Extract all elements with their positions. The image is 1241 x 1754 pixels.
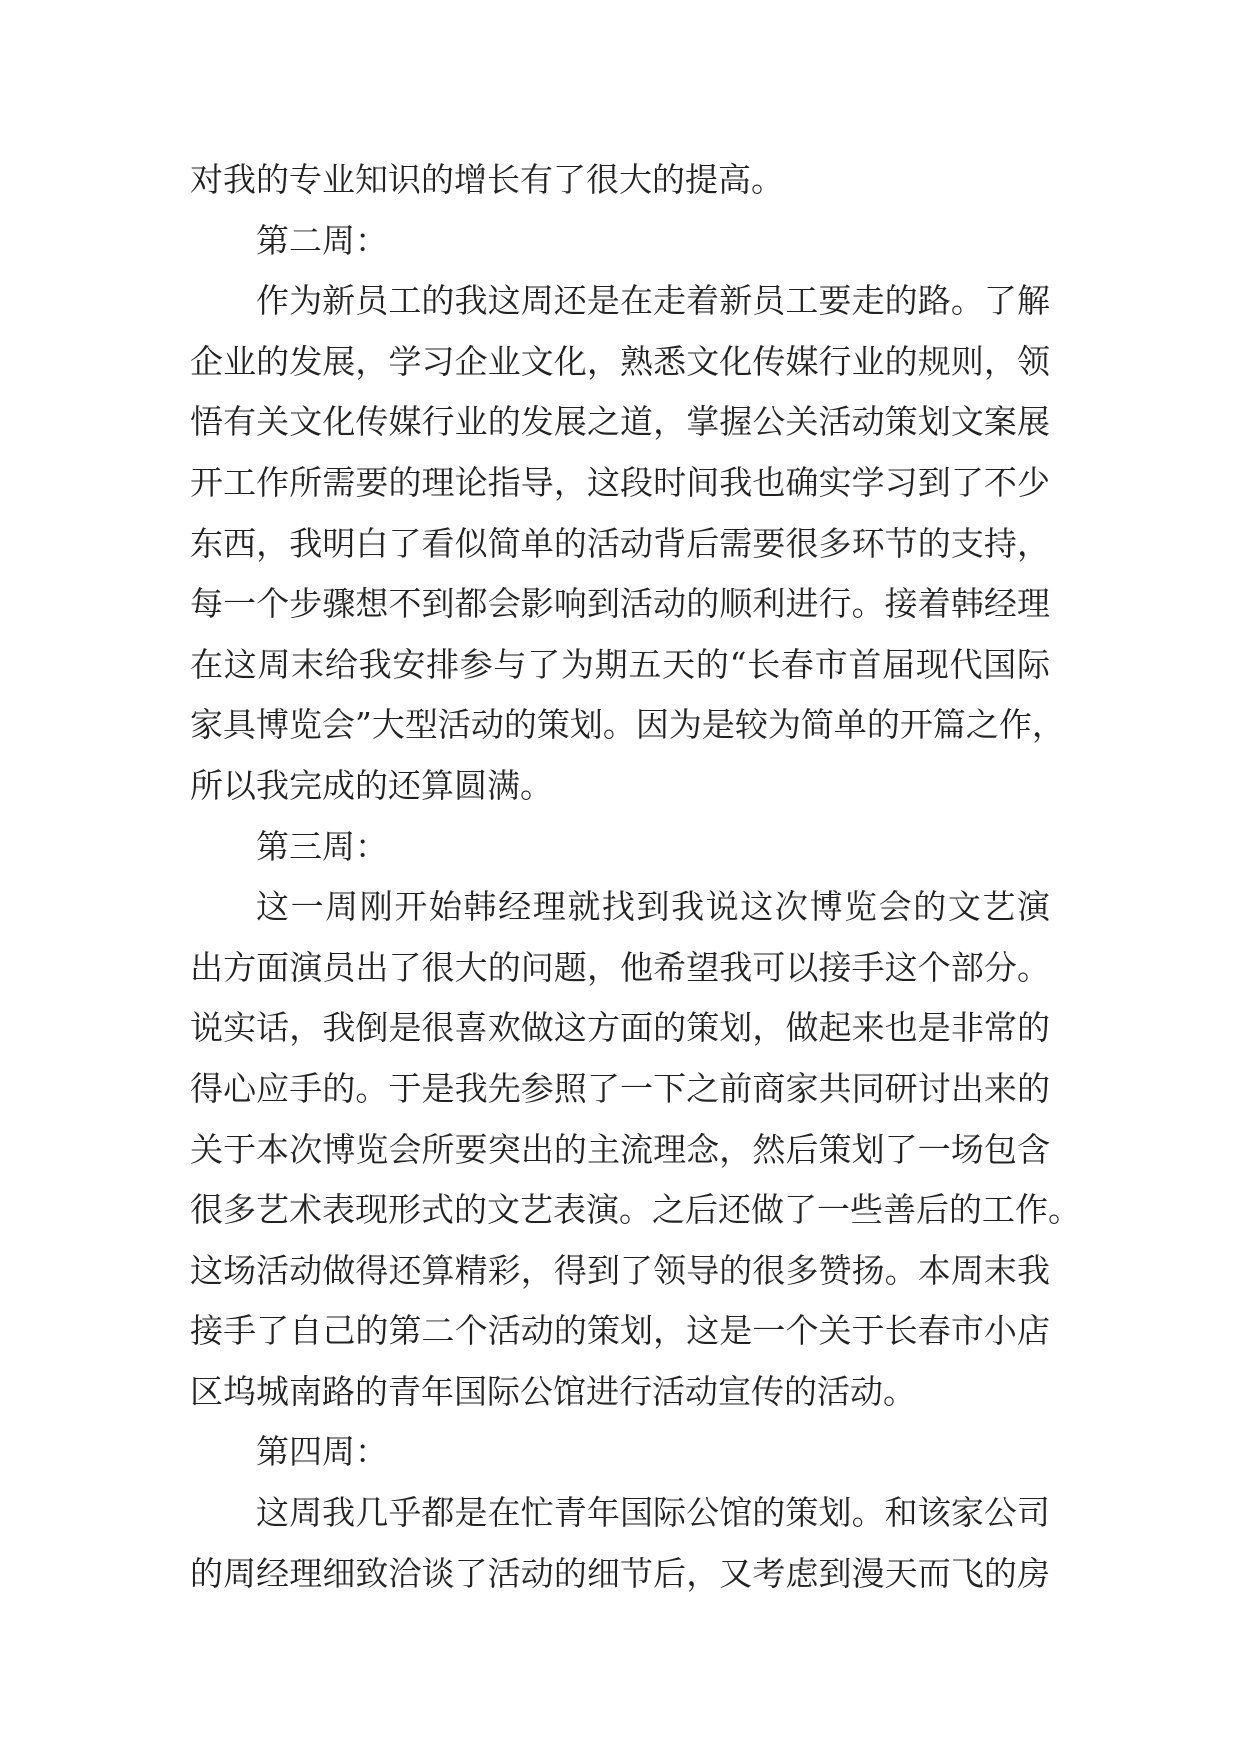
section-heading-week-3: 第三周： [256,826,388,866]
text-line: 区坞城南路的青年国际公馆进行活动宣传的活动。 [190,1371,916,1411]
text-line: 关于本次博览会所要突出的主流理念，然后策划了一场包含 [190,1129,1050,1169]
text-line: 出方面演员出了很大的问题，他希望我可以接手这个部分。 [190,947,1050,987]
text-line: 的周经理细致洽谈了活动的细节后，又考虑到漫天而飞的房 [190,1553,1050,1593]
text-line: 接手了自己的第二个活动的策划，这是一个关于长春市小店 [190,1311,1050,1351]
text-line: 开工作所需要的理论指导，这段时间我也确实学习到了不少 [190,462,1050,502]
text-line: 得心应手的。于是我先参照了一下之前商家共同研讨出来的 [190,1068,1050,1108]
text-line: 企业的发展，学习企业文化，熟悉文化传媒行业的规则，领 [190,341,1050,381]
text-line: 很多艺术表现形式的文艺表演。之后还做了一些善后的工作。 [190,1190,1081,1230]
text-line: 对我的专业知识的增长有了很大的提高。 [190,160,784,199]
body-text [190,150,1081,1604]
text-line: 所以我完成的还算圆满。 [190,765,553,805]
text-line: 每一个步骤想不到都会影响到活动的顺利进行。接着韩经理 [190,584,1050,624]
text-line: 这周我几乎都是在忙青年国际公馆的策划。和该家公司 [256,1493,1050,1533]
text-line: 家具博览会”大型活动的策划。因为是较为简单的开篇之作， [190,705,1065,745]
text-line: 说实话，我倒是很喜欢做这方面的策划，做起来也是非常的 [190,1008,1050,1048]
section-heading-week-2: 第二周： [256,220,388,260]
text-line: 悟有关文化传媒行业的发展之道，掌握公关活动策划文案展 [190,402,1050,442]
section-heading-week-4: 第四周： [256,1432,388,1472]
text-line: 这场活动做得还算精彩，得到了领导的很多赞扬。本周末我 [190,1250,1050,1290]
text-line: 这一周刚开始韩经理就找到我说这次博览会的文艺演 [256,887,1050,927]
text-line: 在这周末给我安排参与了为期五天的“长春市首届现代国际 [190,644,1050,684]
text-line: 东西，我明白了看似简单的活动背后需要很多环节的支持， [190,523,1050,563]
text-line: 作为新员工的我这周还是在走着新员工要走的路。了解 [256,281,1050,321]
